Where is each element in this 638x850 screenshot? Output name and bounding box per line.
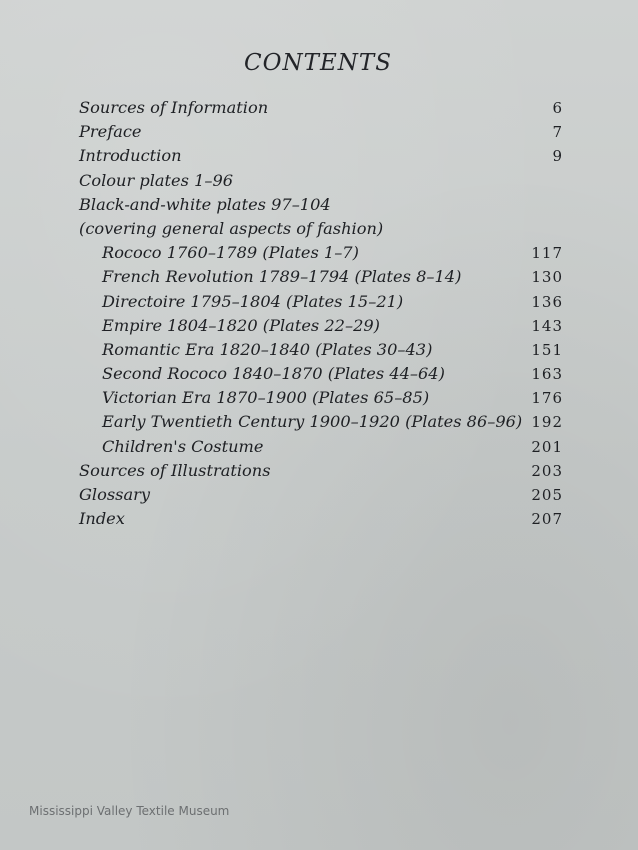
toc-entry-page: 117 [531,244,563,263]
toc-entry-page: 192 [531,413,563,432]
toc-entry [79,241,563,265]
toc-entry-page: 205 [531,486,563,504]
toc-entry-label: Children's Costume [102,436,264,456]
toc-entry-page: 207 [531,510,563,529]
toc-entry [79,169,563,193]
toc-entry [79,314,563,338]
toc-entry [79,362,563,386]
toc-entry-label: French Revolution 1789–1794 (Plates 8–14) [102,267,462,287]
toc-entry [79,193,563,217]
page-title: CONTENTS [244,50,392,76]
toc-entry [79,338,563,362]
toc-entry-page: 163 [531,365,563,384]
toc-entry-label: Victorian Era 1870–1900 (Plates 65–85) [102,388,430,408]
watermark: Mississippi Valley Textile Museum [29,804,230,818]
toc-entry-page: 201 [531,437,563,456]
toc-entry-label: Empire 1804–1820 (Plates 22–29) [102,315,380,335]
toc-entry-page: 6 [552,99,563,117]
toc-entry-label: Sources of Information [79,98,269,117]
toc-entry-page: 176 [531,389,563,408]
toc-entry [79,435,563,459]
toc-entry [79,290,563,314]
toc-entry [79,386,563,410]
toc-entry-page: 136 [531,292,563,311]
toc-entry [79,96,563,120]
toc-entry-label: Rococo 1760–1789 (Plates 1–7) [102,243,359,263]
toc-entry [79,483,563,507]
toc-entry-label: Introduction [79,146,182,166]
toc-entry-label: Early Twentieth Century 1900–1920 (Plates 86–96) [102,412,523,432]
toc-entry-label: Directoire 1795–1804 (Plates 15–21) [102,291,404,311]
toc-entry-page: 7 [552,123,563,142]
toc-entry-page: 151 [531,340,563,359]
toc-entry [79,410,563,434]
toc-entry-label: Romantic Era 1820–1840 (Plates 30–43) [102,339,433,359]
toc-entry [79,217,563,241]
toc-entry-label: Colour plates 1–96 [79,170,234,190]
toc-entry-label: Glossary [79,485,151,504]
toc-entry-label: Index [79,509,125,529]
toc-entry [79,265,563,289]
toc-entry-page: 203 [531,461,563,480]
toc-entry-label: Preface [79,122,142,142]
toc-entry-label: Second Rococo 1840–1870 (Plates 44–64) [102,364,445,384]
toc-entry [79,120,563,144]
toc-entry-label: Black-and-white plates 97–104 [79,194,331,214]
toc-entry [79,507,563,531]
toc-entry-page: 143 [531,316,563,335]
toc-entry-page: 130 [531,268,563,287]
toc-entry-label: Sources of Illustrations [79,460,271,480]
toc-entry [79,144,563,168]
toc-entry [79,459,563,483]
table-of-contents [79,96,563,531]
toc-entry-page: 9 [552,147,563,166]
toc-entry-label: (covering general aspects of fashion) [79,218,384,238]
